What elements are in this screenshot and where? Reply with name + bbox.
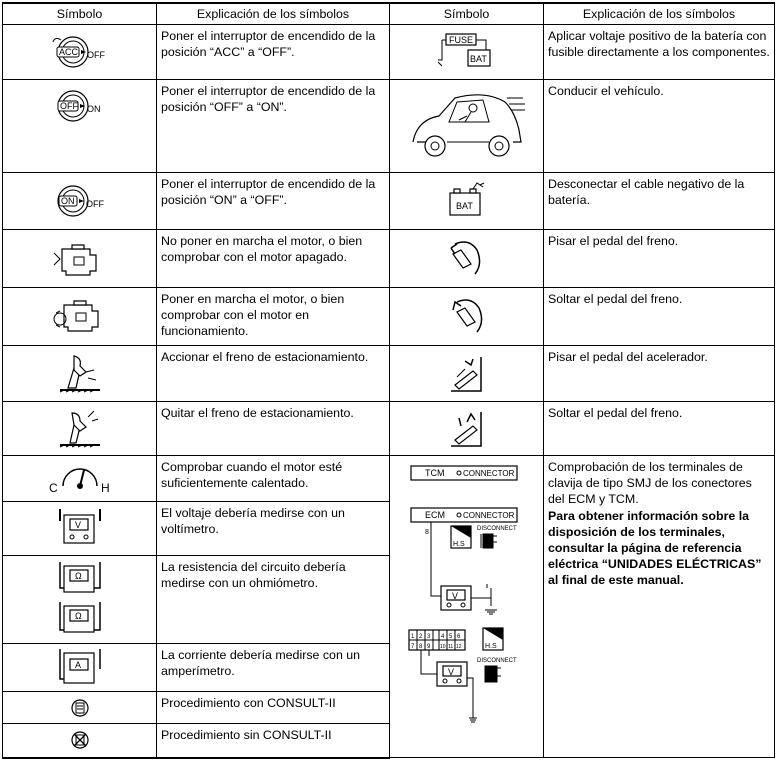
brake-pedal-depress-icon xyxy=(390,230,544,288)
table-row xyxy=(3,288,775,346)
svg-text:OFF: OFF xyxy=(86,50,105,61)
svg-text:ACC: ACC xyxy=(58,47,78,58)
parking-brake-apply-icon xyxy=(3,346,157,402)
explanation-cell: Procedimiento sin CONSULT-II xyxy=(157,724,390,758)
smj-description: Comprobación de los terminales de clavija de tipo SMJ de los conectores del ECM y TCM. xyxy=(548,460,752,507)
table-row xyxy=(3,80,775,173)
smj-bold-note: Para obtener información sobre la disposición de los terminales, consultar la página de referencia eléctrica “UNIDADES ELÉCTRICAS” al final de este manual. xyxy=(548,508,762,587)
svg-text:5: 5 xyxy=(448,634,452,641)
table-row xyxy=(3,346,775,402)
svg-text:DISCONNECT: DISCONNECT xyxy=(476,658,517,665)
svg-text:DISCONNECT: DISCONNECT xyxy=(476,526,517,533)
explanation-cell: Poner en marcha el motor, o bien comprobar con el motor en funcionamiento. xyxy=(157,288,390,346)
svg-text:6: 6 xyxy=(456,634,460,641)
ohmmeter-icon xyxy=(3,556,157,644)
svg-text:4: 4 xyxy=(440,634,444,641)
parking-brake-release-icon xyxy=(3,402,157,456)
explanation-cell: Pisar el pedal del acelerador. xyxy=(544,346,775,402)
svg-text:9: 9 xyxy=(426,644,430,651)
svg-text:OFF: OFF xyxy=(59,101,78,112)
svg-text:V: V xyxy=(447,667,454,678)
symbol-table xyxy=(2,2,775,759)
header-explanation-right: Explicación de los símbolos xyxy=(544,3,775,25)
explanation-cell: Procedimiento con CONSULT-II xyxy=(157,692,390,724)
svg-text:3: 3 xyxy=(426,634,430,641)
table-row xyxy=(3,230,775,288)
engine-running-icon xyxy=(3,288,157,346)
smj-connector-check-icon xyxy=(390,456,544,758)
svg-text:V: V xyxy=(451,591,458,602)
ammeter-icon xyxy=(3,644,157,692)
svg-text:H.S: H.S xyxy=(484,643,497,651)
explanation-cell: La corriente debería medirse con un amperímetro. xyxy=(157,644,390,692)
svg-text:ECM: ECM xyxy=(424,510,445,521)
fuse-battery-icon xyxy=(390,25,544,80)
explanation-cell: Quitar el freno de estacionamiento. xyxy=(157,402,390,456)
svg-text:Ω: Ω xyxy=(74,570,82,581)
ignition-key-off-on-icon xyxy=(3,80,157,173)
table-row xyxy=(3,402,775,456)
engine-stopped-icon xyxy=(3,230,157,288)
svg-text:CONNECTOR: CONNECTOR xyxy=(462,469,514,479)
driving-car-icon xyxy=(390,80,544,173)
svg-text:11: 11 xyxy=(447,644,453,651)
consult-with-icon xyxy=(3,692,157,724)
battery-disconnect-icon xyxy=(390,173,544,230)
temperature-gauge-icon xyxy=(3,456,157,502)
explanation-cell: Conducir el vehículo. xyxy=(544,80,775,173)
svg-text:FUSE: FUSE xyxy=(448,35,473,46)
header-explanation-left: Explicación de los símbolos xyxy=(157,3,390,25)
svg-text:H: H xyxy=(100,480,110,495)
table-header-row xyxy=(3,3,775,25)
header-symbol-right: Símbolo xyxy=(390,3,544,25)
svg-text:H.S: H.S xyxy=(452,541,465,549)
explanation-cell: Poner el interruptor de encendido de la posición “ACC” a “OFF”. xyxy=(157,25,390,80)
accelerator-release-icon xyxy=(390,402,544,456)
header-symbol-left: Símbolo xyxy=(3,3,157,25)
brake-pedal-release-icon xyxy=(390,288,544,346)
svg-text:7: 7 xyxy=(410,644,414,651)
svg-text:ON: ON xyxy=(60,196,74,207)
ignition-key-acc-off-icon xyxy=(3,25,157,80)
svg-text:CONNECTOR: CONNECTOR xyxy=(462,511,514,521)
accelerator-depress-icon xyxy=(390,346,544,402)
voltmeter-icon xyxy=(3,502,157,556)
explanation-cell: Soltar el pedal del freno. xyxy=(544,402,775,456)
explanation-cell: Aplicar voltaje positivo de la batería con fusible directamente a los componentes. xyxy=(544,25,775,80)
explanation-cell: Desconectar el cable negativo de la batería. xyxy=(544,173,775,230)
svg-text:1: 1 xyxy=(410,634,414,641)
table-row xyxy=(3,25,775,80)
svg-text:BAT: BAT xyxy=(455,201,473,212)
ignition-key-on-off-icon xyxy=(3,173,157,230)
explanation-cell-smj xyxy=(544,456,775,758)
svg-text:BAT: BAT xyxy=(469,54,487,65)
svg-text:8: 8 xyxy=(424,529,429,537)
explanation-cell: Poner el interruptor de encendido de la posición “OFF” a “ON”. xyxy=(157,80,390,173)
explanation-cell: Pisar el pedal del freno. xyxy=(544,230,775,288)
svg-text:12: 12 xyxy=(455,644,462,651)
svg-text:ON: ON xyxy=(86,104,100,115)
consult-without-icon xyxy=(3,724,157,758)
svg-text:C: C xyxy=(48,480,58,495)
explanation-cell: El voltaje debería medirse con un voltímetro. xyxy=(157,502,390,556)
svg-text:OFF: OFF xyxy=(85,199,104,210)
svg-text:Ω: Ω xyxy=(74,610,82,621)
table-row xyxy=(3,456,775,502)
explanation-cell: La resistencia del circuito debería medirse con un ohmiómetro. xyxy=(157,556,390,644)
svg-text:A: A xyxy=(74,659,81,670)
explanation-cell: Soltar el pedal del freno. xyxy=(544,288,775,346)
explanation-cell: Poner el interruptor de encendido de la posición “ON” a “OFF”. xyxy=(157,173,390,230)
svg-text:10: 10 xyxy=(439,644,446,651)
table-row xyxy=(3,173,775,230)
svg-text:8: 8 xyxy=(418,644,422,651)
svg-text:2: 2 xyxy=(418,634,422,641)
svg-text:V: V xyxy=(74,519,81,530)
svg-text:TCM: TCM xyxy=(424,468,444,479)
explanation-cell: Comprobar cuando el motor esté suficientemente calentado. xyxy=(157,456,390,502)
explanation-cell: No poner en marcha el motor, o bien comprobar con el motor apagado. xyxy=(157,230,390,288)
explanation-cell: Accionar el freno de estacionamiento. xyxy=(157,346,390,402)
